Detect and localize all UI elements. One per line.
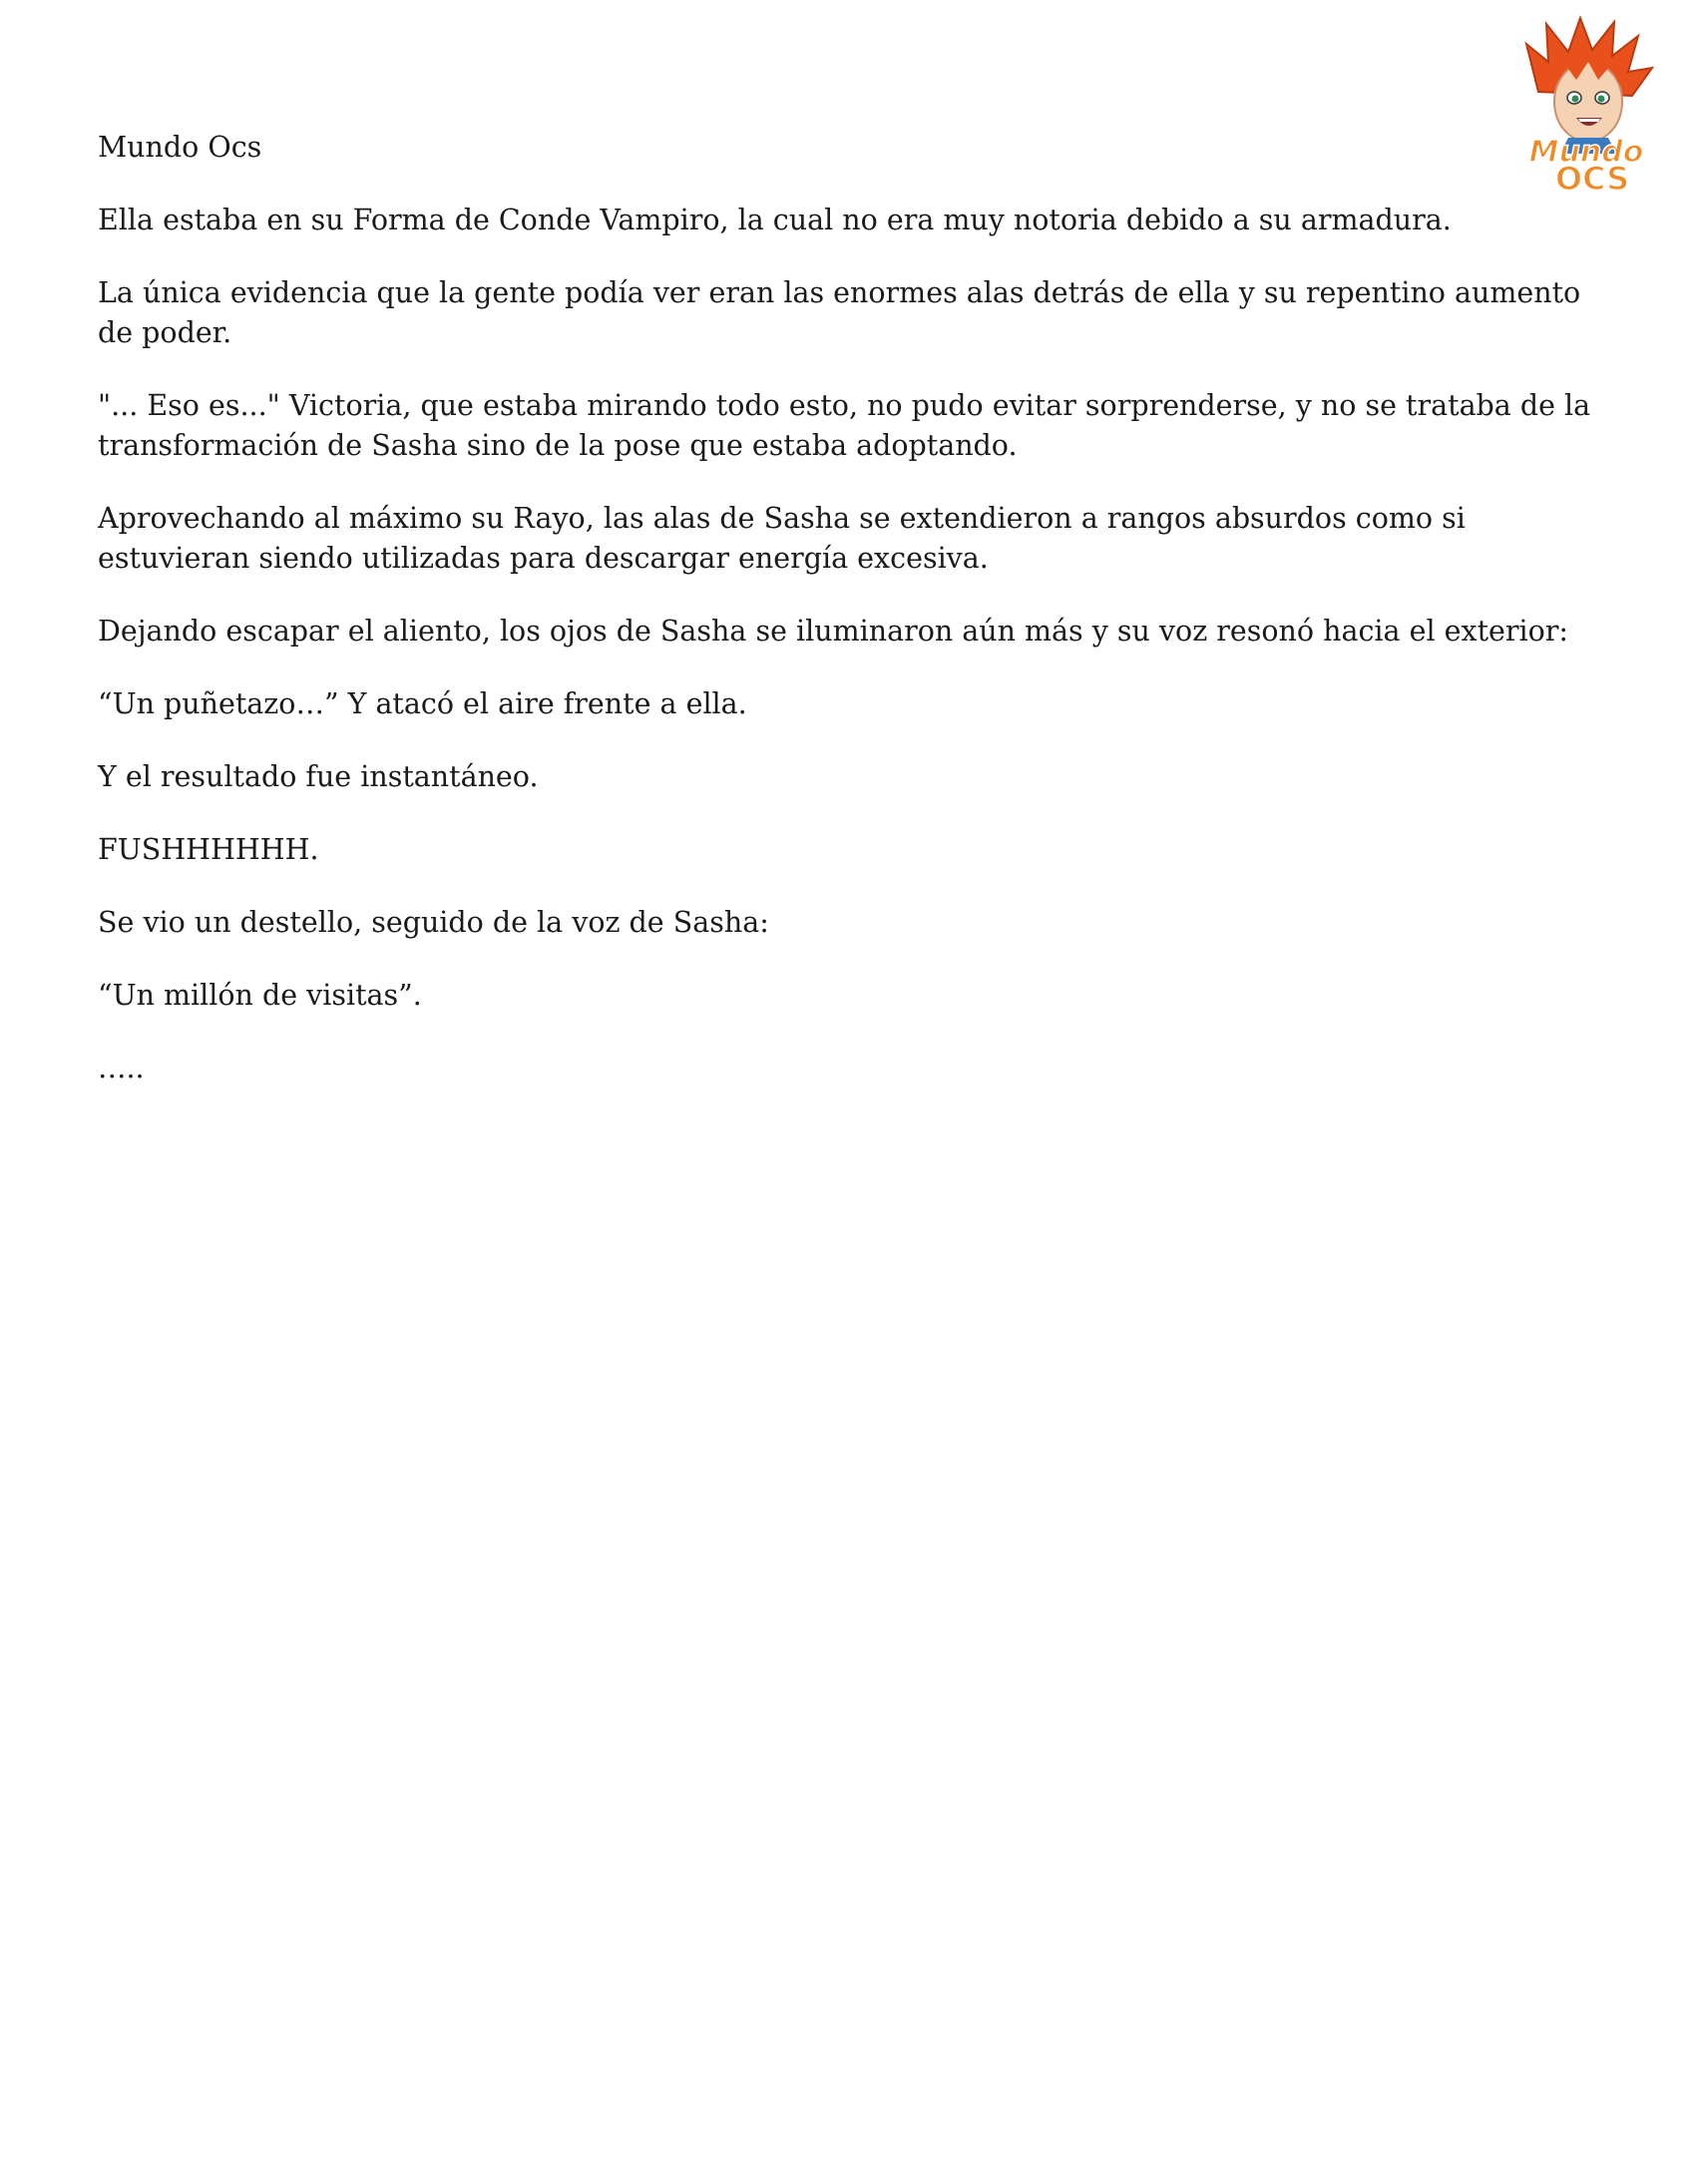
svg-text:Mundo: Mundo bbox=[1528, 135, 1644, 170]
paragraph: “Un puñetazo…” Y atacó el aire frente a ella. bbox=[98, 687, 747, 720]
paragraph: Y el resultado fue instantáneo. bbox=[98, 760, 539, 793]
paragraph: Aprovechando al máximo su Rayo, las alas de Sasha se extendieron a rangos absurdos como si estuvieran siendo utilizadas para descargar energía excesiva. bbox=[98, 502, 1466, 575]
paragraph: Ella estaba en su Forma de Conde Vampiro, la cual no era muy notoria debido a su armadura. bbox=[98, 204, 1452, 236]
paragraph: Dejando escapar el aliento, los ojos de Sasha se iluminaron aún más y su voz resonó hacia el exterior: bbox=[98, 615, 1569, 648]
ellipsis-separator: ….. bbox=[98, 1052, 145, 1085]
site-title: Mundo Ocs bbox=[98, 131, 262, 164]
paragraph: "... Eso es..." Victoria, que estaba mirando todo esto, no pudo evitar sorprenderse, y no se trataba de la transformación de Sasha sino de la pose que estaba adoptando. bbox=[98, 389, 1591, 462]
paragraph: FUSHHHHHH. bbox=[98, 833, 319, 866]
paragraph: La única evidencia que la gente podía ver eran las enormes alas detrás de ella y su repentino aumento de poder. bbox=[98, 276, 1581, 349]
svg-text:OCS: OCS bbox=[1554, 160, 1630, 194]
document-body bbox=[98, 128, 1604, 1121]
paragraph: Se vio un destello, seguido de la voz de Sasha: bbox=[98, 906, 769, 939]
paragraph: “Un millón de visitas”. bbox=[98, 979, 422, 1012]
